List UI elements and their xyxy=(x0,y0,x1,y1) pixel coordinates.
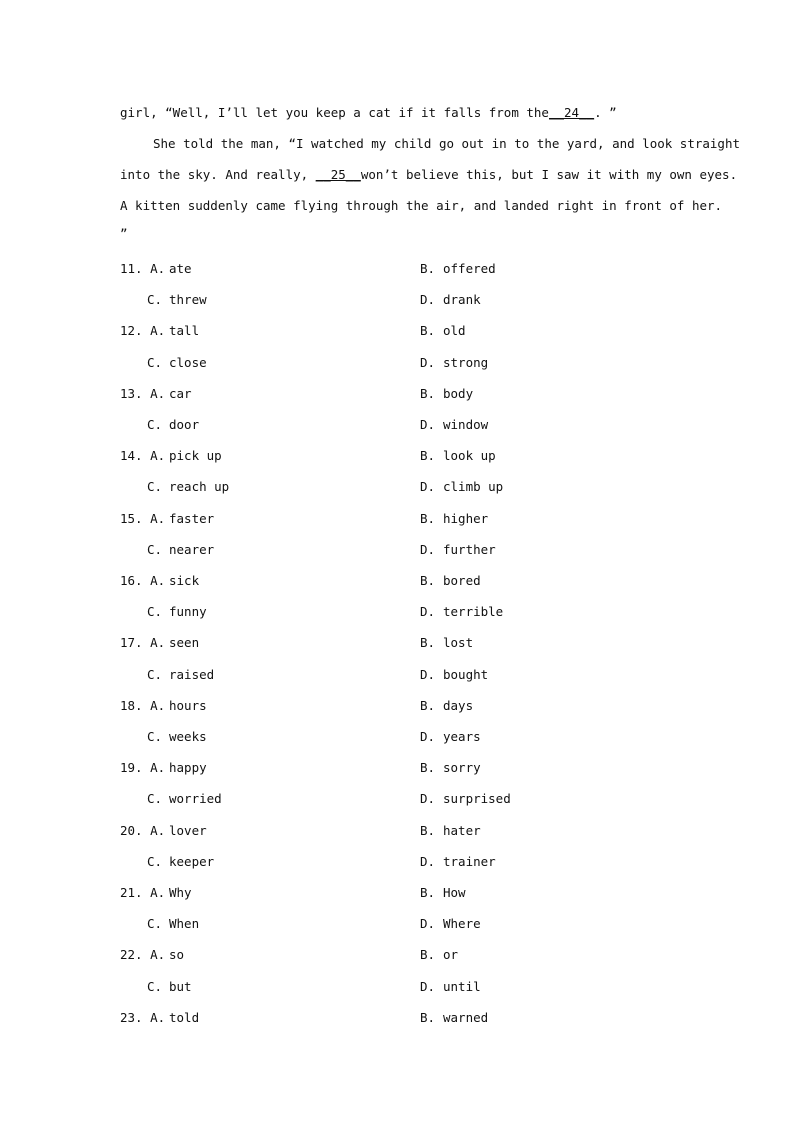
option-a-text: told xyxy=(169,1009,200,1025)
option-a-text: hours xyxy=(169,697,207,713)
option-d-text: drank xyxy=(443,292,481,308)
option-b-label: B. xyxy=(420,385,436,401)
blank-24: __24__ xyxy=(548,105,595,120)
option-a-text: happy xyxy=(169,760,207,776)
option-b-text: old xyxy=(443,323,466,339)
option-a-text: pick up xyxy=(169,448,222,464)
option-c-text: door xyxy=(169,417,200,432)
option-b-text: or xyxy=(443,947,459,963)
option-b-text: How xyxy=(443,885,466,900)
option-a-text: seen xyxy=(169,635,200,651)
question-number-option-a-label: 13. A. xyxy=(120,385,166,401)
option-c-label: C. xyxy=(147,354,163,370)
option-a-text: Why xyxy=(169,885,192,900)
option-a-text: lover xyxy=(169,822,207,838)
option-c-label: C. xyxy=(147,666,163,682)
option-b-label: B. xyxy=(420,635,436,651)
option-d-label: D. xyxy=(420,292,436,308)
question-number-option-a-label: 21. A. xyxy=(120,885,166,900)
option-d-label: D. xyxy=(420,604,436,620)
option-b-label: B. xyxy=(420,510,436,526)
option-b-label: B. xyxy=(420,448,436,464)
option-a-text: faster xyxy=(169,510,215,526)
blank-25: __25__ xyxy=(315,167,361,182)
option-d-text: window xyxy=(443,417,489,432)
option-a-text: so xyxy=(169,947,185,963)
option-b-text: higher xyxy=(443,510,489,526)
option-b-label: B. xyxy=(420,261,436,276)
passage-line-5: ” xyxy=(120,226,128,241)
option-d-text: until xyxy=(443,978,481,994)
option-c-label: C. xyxy=(147,916,163,932)
option-d-label: D. xyxy=(420,916,436,932)
passage-line-4: A kitten suddenly came flying through the air, and landed right in front of her. xyxy=(120,198,723,213)
option-d-text: trainer xyxy=(443,853,496,869)
option-d-text: strong xyxy=(443,354,489,370)
option-c-text: keeper xyxy=(169,853,215,869)
passage-line-2: She told the man, “I watched my child go out in to the yard, and look straight xyxy=(153,136,740,151)
passage-text: girl, “Well, I’ll let you keep a cat if it falls from the xyxy=(120,105,549,120)
passage-text: into the sky. And really, xyxy=(120,167,316,182)
option-c-text: raised xyxy=(169,666,215,682)
option-a-text: ate xyxy=(169,261,192,276)
passage-line-3 xyxy=(120,167,737,183)
option-c-text: reach up xyxy=(169,479,230,495)
question-number-option-a-label: 22. A. xyxy=(120,947,166,963)
option-d-label: D. xyxy=(420,666,436,682)
option-c-label: C. xyxy=(147,978,163,994)
option-b-text: days xyxy=(443,697,474,713)
option-c-text: weeks xyxy=(169,729,207,744)
passage-line-1 xyxy=(120,105,617,121)
option-d-label: D. xyxy=(420,541,436,557)
option-b-text: bored xyxy=(443,573,481,588)
option-d-label: D. xyxy=(420,354,436,370)
question-number-option-a-label: 17. A. xyxy=(120,635,166,651)
option-a-text: sick xyxy=(169,573,200,588)
question-number-option-a-label: 15. A. xyxy=(120,510,166,526)
option-b-text: hater xyxy=(443,822,481,838)
option-d-label: D. xyxy=(420,729,436,744)
passage-text: won’t believe this, but I saw it with my own eyes. xyxy=(360,167,738,182)
option-c-label: C. xyxy=(147,604,163,620)
question-number-option-a-label: 12. A. xyxy=(120,323,166,339)
option-c-text: but xyxy=(169,978,192,994)
option-d-text: surprised xyxy=(443,791,511,807)
option-b-label: B. xyxy=(420,885,436,900)
option-d-label: D. xyxy=(420,479,436,495)
option-c-label: C. xyxy=(147,729,163,744)
option-d-text: bought xyxy=(443,666,489,682)
question-number-option-a-label: 14. A. xyxy=(120,448,166,464)
option-b-label: B. xyxy=(420,1009,436,1025)
option-d-text: further xyxy=(443,541,496,557)
option-d-text: climb up xyxy=(443,479,504,495)
option-b-text: warned xyxy=(443,1009,489,1025)
option-d-label: D. xyxy=(420,791,436,807)
option-b-text: body xyxy=(443,385,474,401)
option-b-label: B. xyxy=(420,822,436,838)
option-c-label: C. xyxy=(147,417,163,432)
option-d-label: D. xyxy=(420,853,436,869)
question-number-option-a-label: 18. A. xyxy=(120,697,166,713)
option-c-text: threw xyxy=(169,292,207,308)
option-b-label: B. xyxy=(420,947,436,963)
option-c-label: C. xyxy=(147,541,163,557)
passage-text: . ” xyxy=(594,105,617,120)
option-b-label: B. xyxy=(420,760,436,776)
option-c-text: When xyxy=(169,916,200,932)
option-b-label: B. xyxy=(420,573,436,588)
question-number-option-a-label: 20. A. xyxy=(120,822,166,838)
question-number-option-a-label: 23. A. xyxy=(120,1009,166,1025)
option-b-text: offered xyxy=(443,261,496,276)
option-d-text: Where xyxy=(443,916,481,932)
option-c-label: C. xyxy=(147,292,163,308)
option-c-label: C. xyxy=(147,791,163,807)
option-b-text: look up xyxy=(443,448,496,464)
question-number-option-a-label: 19. A. xyxy=(120,760,166,776)
option-b-label: B. xyxy=(420,323,436,339)
option-c-text: nearer xyxy=(169,541,215,557)
option-c-label: C. xyxy=(147,853,163,869)
option-d-text: terrible xyxy=(443,604,504,620)
option-c-text: close xyxy=(169,354,207,370)
option-c-label: C. xyxy=(147,479,163,495)
question-number-option-a-label: 16. A. xyxy=(120,573,166,588)
option-d-label: D. xyxy=(420,978,436,994)
option-a-text: tall xyxy=(169,323,200,339)
option-d-text: years xyxy=(443,729,481,744)
question-number-option-a-label: 11. A. xyxy=(120,261,166,276)
option-b-text: sorry xyxy=(443,760,481,776)
option-c-text: worried xyxy=(169,791,222,807)
option-a-text: car xyxy=(169,385,192,401)
option-c-text: funny xyxy=(169,604,207,620)
option-b-text: lost xyxy=(443,635,474,651)
option-d-label: D. xyxy=(420,417,436,432)
option-b-label: B. xyxy=(420,697,436,713)
